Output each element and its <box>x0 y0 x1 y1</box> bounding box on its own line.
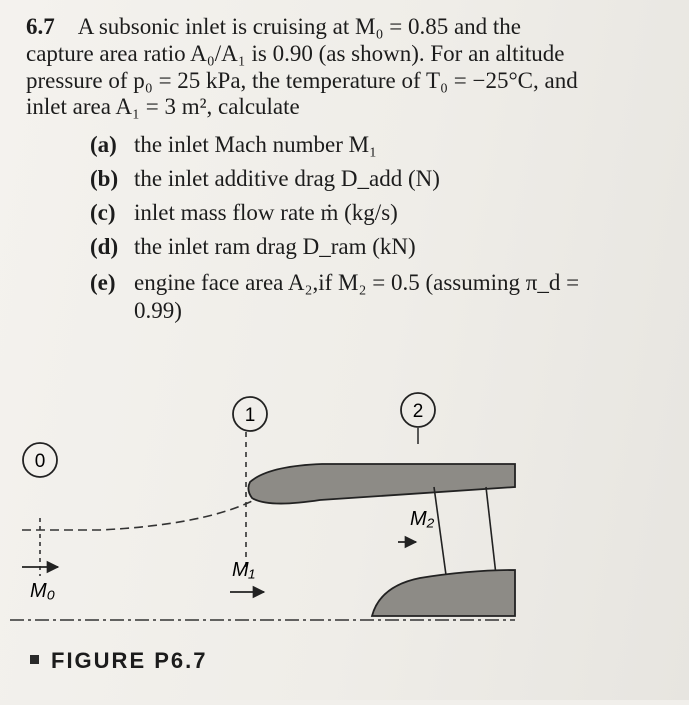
part-b <box>90 166 440 192</box>
part-d-label: (d) <box>90 234 119 259</box>
part-e-cont-text: 0.99) <box>134 298 182 323</box>
part-b-label: (b) <box>90 166 119 191</box>
m1-label: M₁ <box>232 559 255 581</box>
part-e-label: (e) <box>90 270 116 295</box>
problem-number: 6.7 <box>26 14 55 39</box>
part-b-text: the inlet additive drag D_add (N) <box>134 166 440 191</box>
part-a <box>90 132 377 158</box>
compressor-face-right <box>486 487 496 575</box>
problem-line-2: capture area ratio A₀/A₁ is 0.90 (as shown). For an altitude <box>26 41 565 66</box>
part-c-label: (c) <box>90 200 116 225</box>
part-a-text: the inlet Mach number M₁ <box>134 132 378 157</box>
part-e-continued <box>90 298 182 324</box>
part-d <box>90 234 416 260</box>
station-1-label: 1 <box>244 405 256 426</box>
problem-line-3: pressure of p₀ = 25 kPa, the temperature of T₀ = −25°C, and <box>26 68 578 93</box>
problem-line-1 <box>26 14 521 40</box>
problem-line-4: inlet area A₁ = 3 m², calculate <box>26 94 300 119</box>
station-2-label: 2 <box>412 401 424 422</box>
part-e <box>90 270 579 296</box>
problem-text-1: A subsonic inlet is cruising at M₀ = 0.85 and the <box>77 14 522 39</box>
nacelle-cowl <box>248 464 515 504</box>
part-a-label: (a) <box>90 132 117 157</box>
m0-label: M₀ <box>30 580 56 602</box>
center-body <box>372 570 515 616</box>
figure-caption <box>30 648 207 674</box>
figure-p6-7 <box>0 380 689 700</box>
part-e-text: engine face area A₂,if M₂ = 0.5 (assuming π_d = <box>134 270 580 295</box>
figure-caption-text: FIGURE P6.7 <box>51 648 208 673</box>
part-c <box>90 200 398 226</box>
part-d-text: the inlet ram drag D_ram (kN) <box>134 234 416 259</box>
compressor-face-left <box>434 487 446 575</box>
station-0-label: 0 <box>34 451 46 472</box>
m2-label: M₂ <box>410 508 435 530</box>
part-c-text: inlet mass flow rate ṁ (kg/s) <box>134 200 398 225</box>
caption-bullet-icon <box>30 655 39 664</box>
